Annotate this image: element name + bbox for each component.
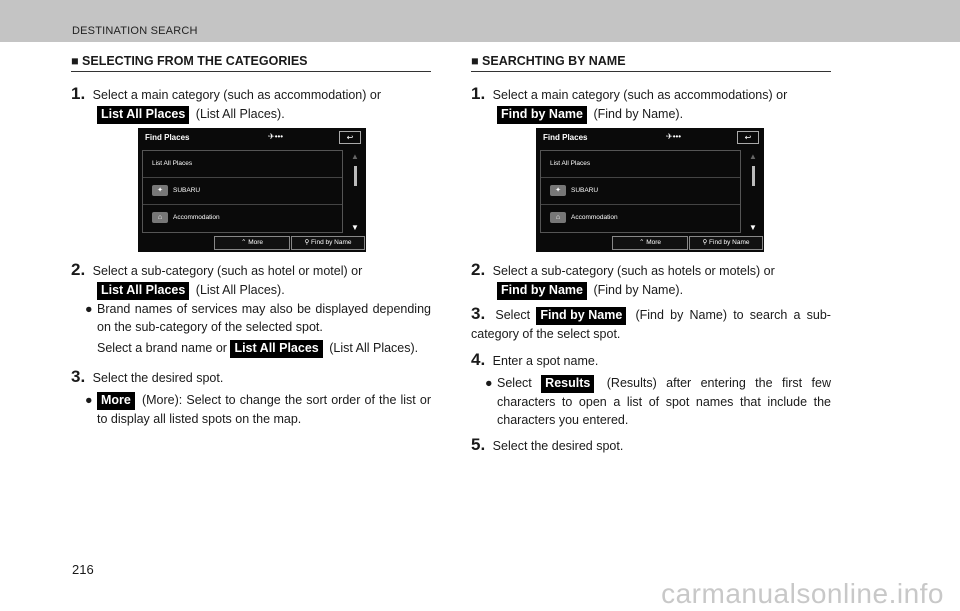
list-item: List All Places <box>541 151 740 178</box>
list-all-places-chip: List All Places <box>230 340 322 358</box>
back-icon: ↩ <box>339 131 361 144</box>
list-all-places-chip: List All Places <box>97 282 189 300</box>
list-item: ✦ SUBARU <box>541 178 740 205</box>
screen-title: Find Places <box>543 133 588 142</box>
list-all-places-chip: List All Places <box>97 106 189 124</box>
header-bar <box>0 0 960 42</box>
step-number: 3. <box>71 367 86 386</box>
bullet-brand-names: ● Brand names of services may also be displayed depending on the sub-category of the selected spot. <box>85 302 431 334</box>
find-by-name-button: ⚲ Find by Name <box>291 236 365 250</box>
screenshot-find-places <box>536 128 764 252</box>
place-list <box>142 150 343 233</box>
bed-icon: ⌂ <box>152 212 168 223</box>
step-2-cont <box>471 281 831 300</box>
step-2 <box>71 260 431 281</box>
place-list <box>540 150 741 233</box>
scroll-down-icon: ▼ <box>749 223 757 232</box>
step-number: 2. <box>71 260 86 279</box>
list-item: ⌂ Accommodation <box>143 205 342 231</box>
step-text: Select a main category (such as accommodations) or <box>492 88 788 102</box>
scroll-down-icon: ▼ <box>351 223 359 232</box>
back-icon: ↩ <box>737 131 759 144</box>
step-text: (Find by Name). <box>593 283 684 297</box>
step-2 <box>471 260 831 281</box>
step-number: 1. <box>471 84 486 103</box>
step-number: 1. <box>71 84 86 103</box>
bullet-brand-select: Select a brand name or List All Places (List All Places). <box>71 339 431 358</box>
list-item: List All Places <box>143 151 342 178</box>
subaru-logo-icon: ✦ <box>152 185 168 196</box>
scrollbar <box>350 152 360 230</box>
step-number: 3. <box>471 304 486 323</box>
step-text: (Find by Name). <box>593 107 684 121</box>
section-title-by-name: ■ SEARCHTING BY NAME <box>471 54 831 72</box>
step-text: (List All Places). <box>195 107 285 121</box>
more-button: ⌃ More <box>214 236 290 250</box>
step-4 <box>471 350 831 371</box>
step-1-cont <box>71 105 431 124</box>
signal-icon: ✈••• <box>268 132 284 141</box>
section-header: DESTINATION SEARCH <box>72 25 198 37</box>
screenshot-find-places <box>138 128 366 252</box>
watermark: carmanualsonline.info <box>661 578 944 609</box>
list-item: ✦ SUBARU <box>143 178 342 205</box>
list-item: ⌂ Accommodation <box>541 205 740 231</box>
subaru-logo-icon: ✦ <box>550 185 566 196</box>
step-number: 2. <box>471 260 486 279</box>
bullet-more: ● More (More): Select to change the sort order of the list or to display all listed spots on the map. <box>85 393 431 426</box>
page-number: 216 <box>72 562 94 577</box>
scroll-up-icon: ▲ <box>351 152 359 161</box>
find-by-name-chip: Find by Name <box>497 106 587 124</box>
signal-icon: ✈••• <box>666 132 682 141</box>
find-by-name-chip: Find by Name <box>536 307 626 325</box>
step-1 <box>71 84 431 105</box>
section-title-categories: ■ SELECTING FROM THE CATEGORIES <box>71 54 431 72</box>
step-2-cont <box>71 281 431 300</box>
step-text: Select a sub-category (such as hotels or motels) or <box>492 264 775 278</box>
step-text: (List All Places). <box>195 283 285 297</box>
results-chip: Results <box>541 375 594 393</box>
left-column <box>71 54 431 428</box>
step-5 <box>471 435 831 456</box>
step-number: 5. <box>471 435 486 454</box>
more-chip: More <box>97 392 135 410</box>
bed-icon: ⌂ <box>550 212 566 223</box>
step-1-cont <box>471 105 831 124</box>
scrollbar <box>748 152 758 230</box>
find-by-name-button: ⚲ Find by Name <box>689 236 763 250</box>
step-3 <box>71 367 431 388</box>
step-1 <box>471 84 831 105</box>
right-column <box>471 54 831 456</box>
scroll-up-icon: ▲ <box>749 152 757 161</box>
screen-title: Find Places <box>145 133 190 142</box>
step-text: Select a sub-category (such as hotel or motel) or <box>92 264 363 278</box>
step-text: Select a main category (such as accommodation) or <box>92 88 381 102</box>
more-button: ⌃ More <box>612 236 688 250</box>
step-3: 3. Select Find by Name (Find by Name) to search a sub-category of the select spot. <box>471 304 831 341</box>
step-number: 4. <box>471 350 486 369</box>
find-by-name-chip: Find by Name <box>497 282 587 300</box>
step-text: Select the desired spot. <box>492 439 624 453</box>
bullet-results: ● Select Results (Results) after entering the first few characters to open a list of spot names that include the characters you entered. <box>485 376 831 427</box>
step-text: Enter a spot name. <box>492 354 599 368</box>
step-text: Select the desired spot. <box>92 371 224 385</box>
